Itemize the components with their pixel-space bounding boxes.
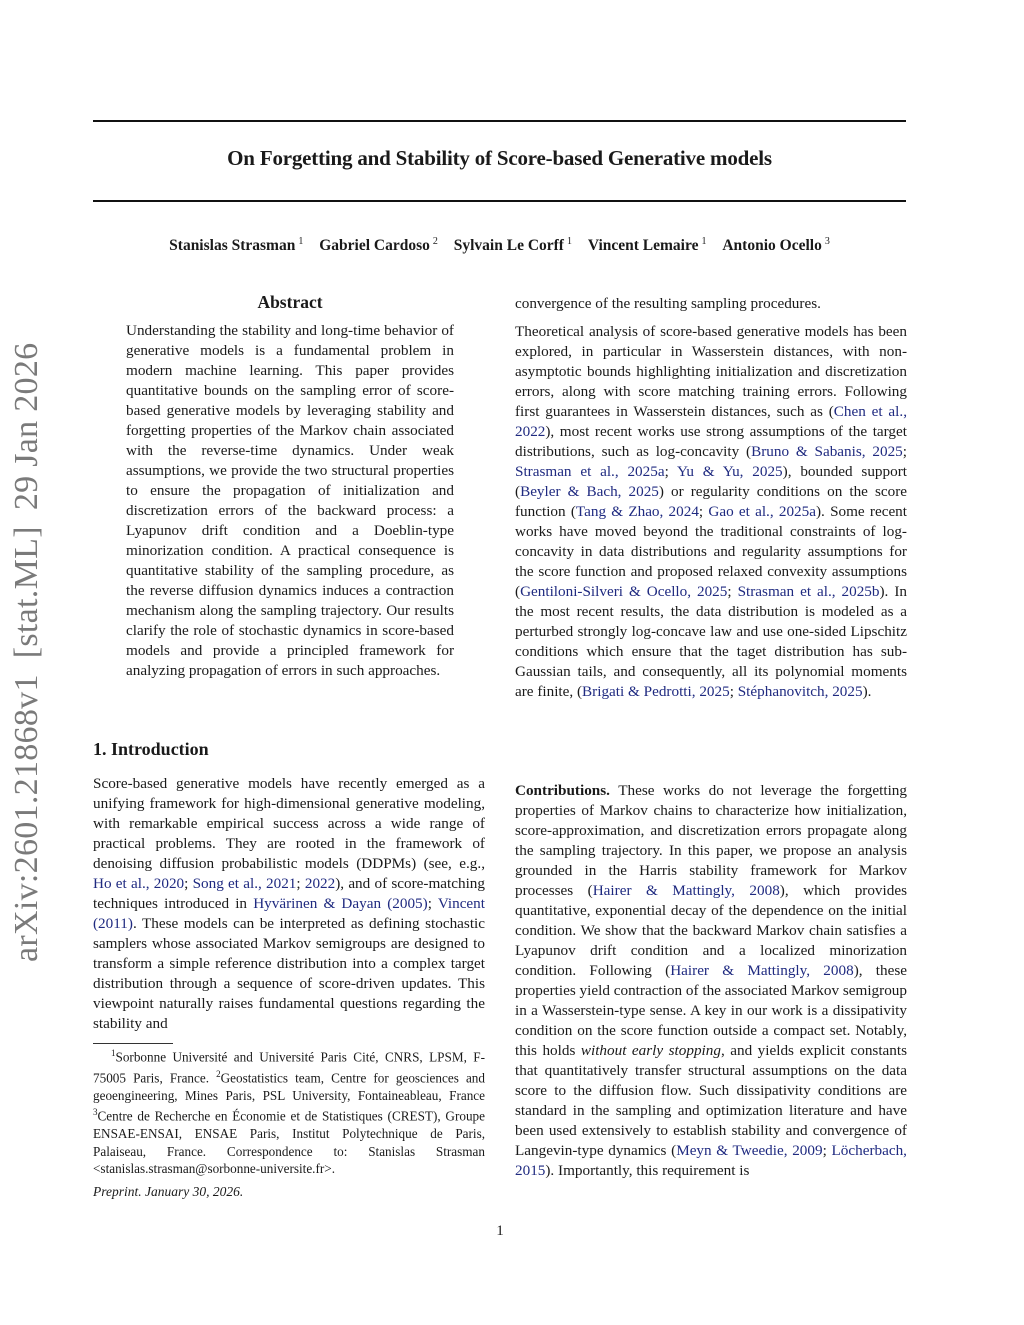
citation-link[interactable]: 2022 [304,875,336,892]
text-run: These works do not leverage the forgetting properties of Markov chains to characterize how initialization, score-approximation, and discretization errors propagate along the sampling trajectory. In this paper, we propose an analysis grounded in the Harris stability framework for Markov processes ( [515,782,907,899]
text-run: Sorbonne Université and Université Paris Cité, CNRS, LPSM, F-75005 Paris, France. [93,1049,485,1086]
author-name: Sylvain Le Corff [453,237,564,254]
text-run: ). In the most recent results, the data distribution is modeled as a perturbed strongly log-concave law and use one-sided Lipschitz conditions which ensure that the taget distribution has sub-Gaussian tails, and consequently, all its polynomial moments are finite, ( [515,583,907,700]
citation-link[interactable]: Löcherbach, 2015 [515,1142,907,1179]
paragraph [93,774,485,1034]
text-run: ; [296,875,305,892]
citation-link[interactable]: Hyvärinen & Dayan (2005) [253,895,428,912]
author-name: Gabriel Cardoso [319,237,430,254]
text-run: , and yields explicit constants that quantitatively transfer structural assumptions on the data score to the diffusion flow. Such dissipativity conditions are standard in the sampling and optimization literature and have been used extensively to establish stability and convergence of Langevin-type dynamics ( [515,1042,908,1159]
title-rule-bottom [93,200,906,202]
abstract-text: Understanding the stability and long-time behavior of generative models is a fundamental problem in modern machine learning. This paper provides quantitative bounds on the sampling error of score-based generative models by leveraging stability and forgetting properties of the Markov chain associated with the reverse-time dynamics. Under weak assumptions, we provide the two structural properties to ensure the propagation of initialization and discretization errors of the backward process: a Lyapunov drift condition and a Doeblin-type minorization condition. A practical consequence is quantitative stability of the sampling procedure, as the reverse diffusion dynamics induces a contraction mechanism along the sampling trajectory. Our results clarify the role of stochastic dynamics in score-based models and provide a principled framework for analyzing propagation of errors in such approaches. [126,322,454,679]
text-run: Theoretical analysis of score-based generative models has been explored, in particular in Wasserstein distances, with non-asymptotic bounds highlighting initialization and discretization errors, along with score matching training errors. Following first guarantees in Wasserstein distances, such as ( [515,323,907,420]
citation-link[interactable]: Strasman et al., 2025b [737,583,880,600]
text-run: ). Importantly, this requirement is [545,1162,750,1179]
citation-link[interactable]: Bruno & Sabanis, 2025 [751,443,903,460]
paragraph: convergence of the resulting sampling procedures. [515,295,821,312]
author-name: Vincent Lemaire [587,237,699,254]
text-run: ), these properties yield contraction of the associated Markov semigroup in a Wasserstein-type sense. A key in our work is a dissipativity condition on the score function outside a compact set. Notably, this holds [515,962,908,1059]
affiliation-mark: 3 [824,236,830,247]
citation-link[interactable]: Gao et al., 2025a [708,503,816,520]
citation-link[interactable]: Vincent (2011) [93,895,485,932]
affiliation-mark: 1 [566,236,572,247]
arxiv-category: [stat.ML] [8,526,45,659]
paragraph [515,322,907,702]
footnote-mark: 3 [93,1107,98,1118]
text-run: Centre de Recherche en Économie et de Statistiques (CREST), Groupe ENSAE-ENSAI, ENSAE Paris, Institut Polytechnique de Paris, Palaiseau, France. Correspondence to: Stanislas Strasman <stanislas.strasman@sorbonne-universite.fr>. [93,1108,485,1177]
preprint-notice: Preprint. January 30, 2026. [93,1184,244,1199]
citation-link[interactable]: Tang & Zhao, 2024 [575,503,699,520]
text-run: ), most recent works use strong assumptions of the target distributions, such as log-concavity ( [515,423,907,460]
abstract-heading: Abstract [257,292,323,312]
citation-link[interactable]: Chen et al., 2022 [515,403,907,440]
citation-link[interactable]: Hairer & Mattingly, 2008 [592,882,780,899]
footnote-text [93,1045,485,1178]
arxiv-sidebar-stamp [8,342,46,962]
citation-link[interactable]: Gentiloni-Silveri & Ocello, 2025 [520,583,728,600]
citation-link[interactable]: Meyn & Tweedie, 2009 [676,1142,823,1159]
text-run: ; [698,503,709,520]
contributions-paragraph [515,781,907,1181]
footnote-divider [93,1043,173,1044]
author [454,237,572,254]
text-run: ; [822,1142,832,1159]
title-rule-top [93,120,906,122]
introduction-paragraph [93,774,485,1034]
page-number: 1 [496,1223,504,1239]
citation-link[interactable]: Brigati & Pedrotti, 2025 [582,683,730,700]
text-run: ; [729,683,738,700]
affiliation-mark: 2 [432,236,438,247]
citation-link[interactable]: Beyler & Bach, 2025 [520,483,659,500]
text-run: ). [862,683,872,700]
affiliation-mark: 1 [701,236,707,247]
paper-title: On Forgetting and Stability of Score-based Generative models [227,146,772,170]
citation-link[interactable]: Hairer & Mattingly, 2008 [670,962,854,979]
citation-link[interactable]: Ho et al., 2020 [93,875,185,892]
footnote-mark: 1 [111,1048,116,1058]
related-work-paragraph [515,322,907,702]
emphasis-text: without early stopping [580,1042,721,1059]
arxiv-date: 29 Jan 2026 [8,342,45,511]
text-run: Score-based generative models have recently emerged as a unifying framework for high-dimensional generative modeling, with remarkable empirical success across a wide range of practical problems. They are rooted in the framework of denoising diffusion probabilistic models (DDPMs) (see, e.g., [93,775,485,872]
author [588,237,707,254]
arxiv-id[interactable]: arXiv:2601.21868v1 [8,674,45,962]
section-heading-introduction: 1. Introduction [93,739,209,759]
text-run: ; [902,443,907,460]
text-run: ), bounded support ( [515,463,907,500]
paragraph [515,781,907,1181]
text-run: ; [184,875,193,892]
author-name: Stanislas Strasman [169,237,296,254]
text-run: ), and of score-matching techniques introduced in [93,875,485,912]
text-run: ), which provides quantitative, exponential decay of the dependence on the initial condition. We show that the backward Markov chain satisfies a Lyapunov drift condition and a localized minorization condition. Following ( [515,882,907,979]
affiliation-mark: 1 [298,236,304,247]
text-run: ; [727,583,738,600]
text-run: ) or regularity conditions on the score function ( [515,483,907,520]
author [169,237,303,254]
author-list [93,236,906,255]
abstract-body [126,321,454,681]
affiliations-footnote [93,1045,485,1178]
text-run: ). Some recent works have moved beyond the traditional constraints of log-concavity in data distributions and regularity assumptions for the score function and proposed relaxed convexity assumptions ( [515,503,907,600]
author [722,237,829,254]
citation-link[interactable]: Strasman et al., 2025a [515,463,665,480]
text-run: ; [664,463,678,480]
citation-link[interactable]: Song et al., 2021 [192,875,297,892]
author [319,237,438,254]
text-run: Geostatistics team, Centre for geosciences and geoengineering, Mines Paris, PSL University, Fontaineableau, France [93,1070,485,1103]
footnote-mark: 2 [216,1068,221,1079]
text-run: ; [427,895,438,912]
citation-link[interactable]: Yu & Yu, 2025 [677,463,783,480]
author-name: Antonio Ocello [722,237,822,254]
right-column-continuation [515,294,907,314]
paragraph-lead-heading: Contributions. [515,782,610,799]
text-run: . These models can be interpreted as defining stochastic samplers whose associated Markov semigroups are designed to transform a simple reference distribution into a complex target distribution through a sequence of score-driven updates. This viewpoint naturally raises fundamental questions regarding the stability and [93,915,485,1032]
citation-link[interactable]: Stéphanovitch, 2025 [737,683,863,700]
